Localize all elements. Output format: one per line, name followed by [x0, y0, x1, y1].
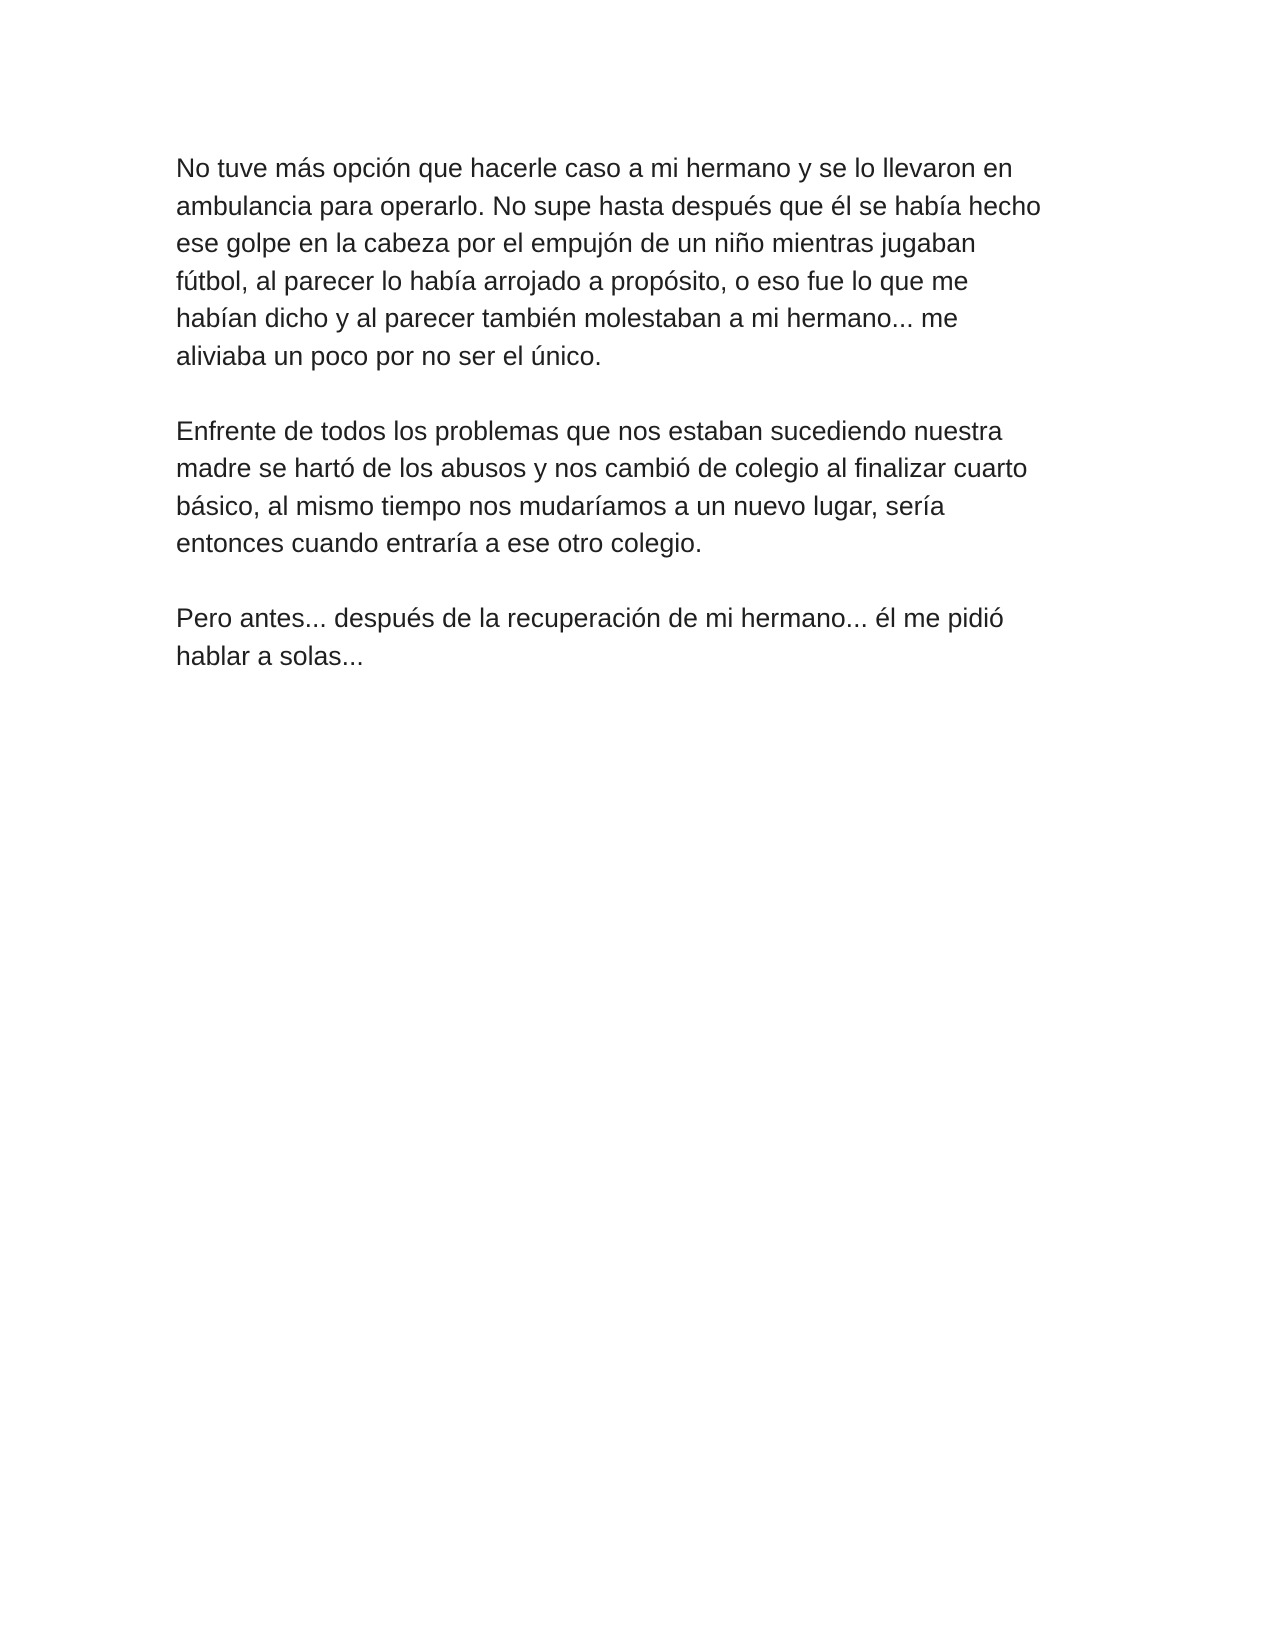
text-line: fútbol, al parecer lo había arrojado a propósito, o eso fue lo que me	[176, 265, 969, 296]
text-line: básico, al mismo tiempo nos mudaríamos a un nuevo lugar, sería	[176, 490, 945, 521]
text-line: Enfrente de todos los problemas que nos estaban sucediendo nuestra	[176, 415, 1003, 446]
text-line: hablar a solas...	[176, 640, 364, 671]
paragraph-1	[176, 150, 1101, 376]
text-line: No tuve más opción que hacerle caso a mi hermano y se lo llevaron en	[176, 153, 1013, 183]
text-line: entonces cuando entraría a ese otro colegio.	[176, 528, 703, 559]
document-body	[176, 150, 1101, 712]
text-line: aliviaba un poco por no ser el único.	[176, 340, 602, 371]
paragraph-3	[176, 600, 1101, 675]
text-line: madre se hartó de los abusos y nos cambió de colegio al finalizar cuarto	[176, 453, 1028, 484]
text-line: ese golpe en la cabeza por el empujón de un niño mientras jugaban	[176, 228, 976, 259]
text-line: habían dicho y al parecer también molestaban a mi hermano... me	[176, 303, 958, 334]
text-line: ambulancia para operarlo. No supe hasta después que él se había hecho	[176, 190, 1041, 221]
text-line: Pero antes... después de la recuperación de mi hermano... él me pidió	[176, 602, 1004, 633]
paragraph-2	[176, 413, 1101, 563]
